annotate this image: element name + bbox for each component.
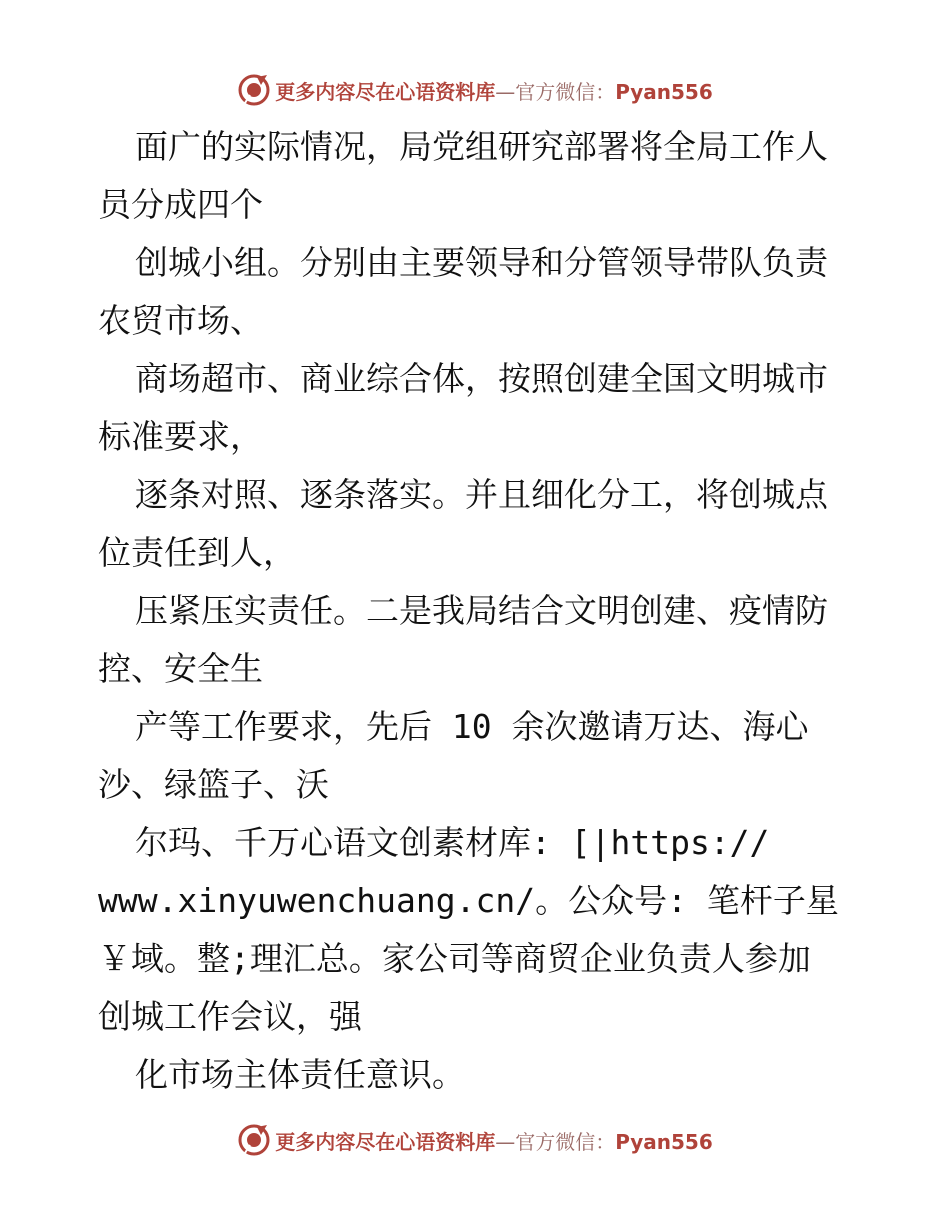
text-line: 商场超市、商业综合体，按照创建全国文明城市 (135, 359, 828, 398)
footer-watermark (0, 1120, 950, 1160)
text-line: 压紧压实责任。二是我局结合文明创建、疫情防 (135, 591, 828, 630)
text-line: 位责任到人， (98, 533, 296, 572)
brand-logo-icon (237, 1123, 271, 1157)
watermark-wechat-id: Pyan556 (615, 1129, 713, 1154)
text-line: 标准要求， (98, 417, 263, 456)
text-line: www.xinyuwenchuang.cn/。公众号: 笔杆子星 (98, 881, 839, 920)
text-line: 化市场主体责任意识。 (135, 1055, 465, 1094)
text-line: 控、安全生 (98, 649, 263, 688)
text-line: 农贸市场、 (98, 301, 263, 340)
watermark-wechat-id: Pyan556 (615, 79, 713, 104)
watermark-wechat-label: 官方微信： (515, 79, 616, 104)
text-line: 员分成四个 (98, 185, 263, 224)
text-line: 尔玛、千万心语文创素材库: [|https:// (135, 823, 770, 862)
brand-logo-icon (237, 73, 271, 107)
text-line: 逐条对照、逐条落实。并且细化分工，将创城点 (135, 475, 828, 514)
text-line: 创城小组。分别由主要领导和分管领导带队负责 (135, 243, 828, 282)
header-watermark (0, 70, 950, 110)
text-line: 创城工作会议，强 (98, 997, 362, 1036)
watermark-brand: 更多内容尽在心语资料库 (275, 1129, 496, 1154)
text-line: 沙、绿篮子、沃 (98, 765, 329, 804)
watermark-brand: 更多内容尽在心语资料库 (275, 79, 496, 104)
text-line: 面广的实际情况，局党组研究部署将全局工作人 (135, 127, 828, 166)
document-body (98, 118, 858, 1104)
text-line: ￥域。整;理汇总。家公司等商贸企业负责人参加 (98, 939, 811, 978)
watermark-sep: — (495, 1129, 516, 1154)
watermark-sep: — (495, 79, 516, 104)
watermark-wechat-label: 官方微信： (515, 1129, 616, 1154)
text-line: 产等工作要求，先后 10 余次邀请万达、海心 (135, 707, 809, 746)
